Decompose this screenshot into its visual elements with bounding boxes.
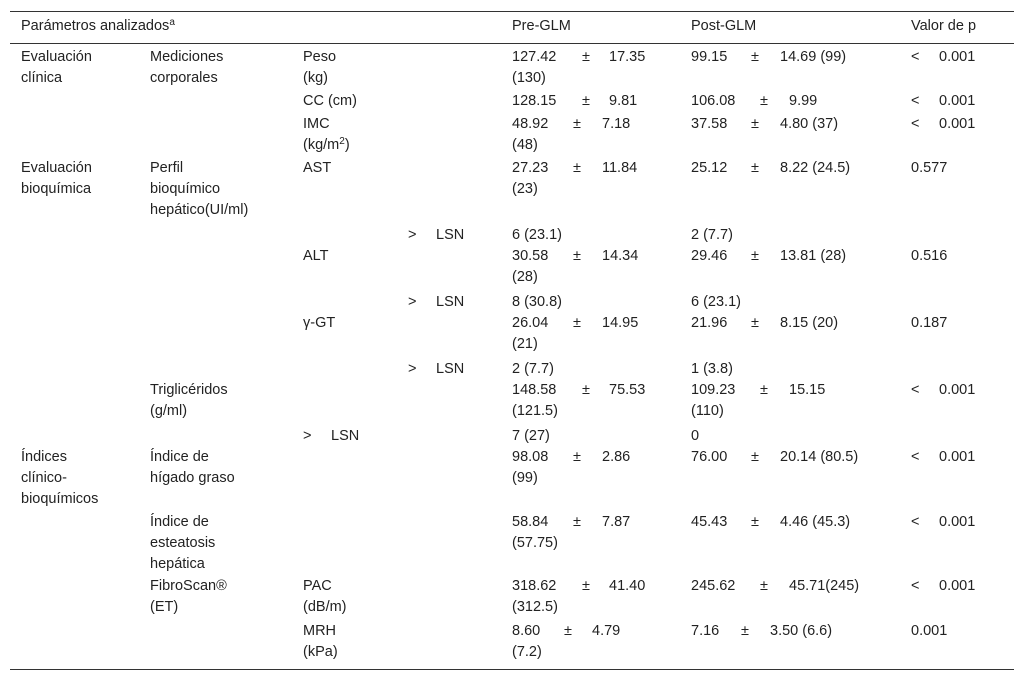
param-label: ALT [303, 248, 329, 264]
post-sd: 8.22 (24.5) [780, 160, 851, 176]
subgroup-label: Índice de [150, 514, 209, 530]
pre-mean: 27.23 [512, 160, 549, 176]
plus-minus: ± [760, 382, 768, 398]
post-mean: 109.23 [691, 382, 736, 398]
pre-sd: 14.34 [602, 248, 639, 264]
plus-minus: ± [751, 248, 759, 264]
param-label: (kPa) [303, 644, 338, 660]
post-mean: 37.58 [691, 116, 728, 132]
table-header [10, 12, 1014, 44]
post-sd: 15.15 [789, 382, 826, 398]
pre-sd: 4.79 [592, 623, 621, 639]
subgroup-label: Triglicéridos [150, 382, 228, 398]
post-mean: 45.43 [691, 514, 728, 530]
plus-minus: ± [573, 449, 581, 465]
post-sd: 4.80 (37) [780, 116, 839, 132]
lsn-post: 6 (23.1) [691, 294, 741, 310]
subgroup-label: FibroScan® [150, 578, 227, 594]
plus-minus: ± [573, 248, 581, 264]
plus-minus: ± [582, 93, 590, 109]
pre-median: (99) [512, 470, 538, 486]
pre-mean: 30.58 [512, 248, 549, 264]
header-pvalue: Valor de p [911, 18, 977, 34]
p-value: 0.001 [939, 578, 976, 594]
post-mean: 29.46 [691, 248, 728, 264]
p-value: 0.001 [939, 449, 976, 465]
pre-sd: 75.53 [609, 382, 646, 398]
plus-minus: ± [573, 116, 581, 132]
plus-minus: ± [751, 514, 759, 530]
group-label: clínica [21, 70, 63, 86]
pre-sd: 2.86 [602, 449, 631, 465]
lsn-label: LSN [436, 227, 465, 243]
lsn-pre: 7 (27) [512, 428, 550, 444]
lsn-post: 2 (7.7) [691, 227, 733, 243]
pre-median: (21) [512, 336, 538, 352]
post-sd: 4.46 (45.3) [780, 514, 851, 530]
plus-minus: ± [760, 578, 768, 594]
lsn-post: 1 (3.8) [691, 361, 733, 377]
plus-minus: ± [760, 93, 768, 109]
param-label: IMC [303, 116, 330, 132]
p-value: 0.001 [939, 49, 976, 65]
pre-sd: 7.87 [602, 514, 631, 530]
plus-minus: ± [751, 315, 759, 331]
plus-minus: ± [751, 49, 759, 65]
subgroup-label: bioquímico [150, 181, 221, 197]
p-value: 0.001 [911, 623, 948, 639]
lsn-post: 0 [691, 428, 700, 444]
p-lt: < [911, 93, 920, 109]
pre-median: (121.5) [512, 403, 558, 419]
plus-minus: ± [741, 623, 749, 639]
pre-sd: 17.35 [609, 49, 646, 65]
plus-minus: ± [582, 382, 590, 398]
lsn-gt: > [408, 227, 417, 243]
p-value: 0.577 [911, 160, 948, 176]
param-label: Peso [303, 49, 337, 65]
lsn-gt: > [303, 428, 312, 444]
post-sd: 8.15 (20) [780, 315, 839, 331]
pre-mean: 58.84 [512, 514, 549, 530]
pre-mean: 127.42 [512, 49, 557, 65]
imc-unit-text: (kg/m [303, 137, 340, 153]
post-sd: 9.99 [789, 93, 818, 109]
subgroup-label: Índice de [150, 449, 209, 465]
pre-mean: 148.58 [512, 382, 557, 398]
pre-median: (48) [512, 137, 538, 153]
pre-sd: 14.95 [602, 315, 639, 331]
p-lt: < [911, 49, 920, 65]
group-label: bioquímica [21, 181, 92, 197]
pre-sd: 7.18 [602, 116, 631, 132]
pre-median: (312.5) [512, 599, 558, 615]
imc-unit-close: ) [344, 137, 350, 153]
pre-median: (7.2) [512, 644, 542, 660]
lsn-label: LSN [436, 361, 465, 377]
post-mean: 99.15 [691, 49, 728, 65]
plus-minus: ± [582, 49, 590, 65]
group-label: clínico- [21, 470, 67, 486]
post-mean: 7.16 [691, 623, 720, 639]
subgroup-label: hepático(UI/ml) [150, 202, 249, 218]
group-label: bioquímicos [21, 491, 99, 507]
lsn-gt: > [408, 294, 417, 310]
pre-mean: 318.62 [512, 578, 557, 594]
group-label: Índices [21, 449, 67, 465]
p-value: 0.516 [911, 248, 948, 264]
pre-sd: 11.84 [602, 160, 638, 176]
param-label: (kg) [303, 70, 328, 86]
group-label: Evaluación [21, 160, 92, 176]
results-table [10, 11, 1014, 670]
pre-mean: 48.92 [512, 116, 549, 132]
post-mean: 25.12 [691, 160, 728, 176]
lsn-label: LSN [331, 428, 360, 444]
header-footnote-mark: a [169, 17, 175, 28]
header-post: Post-GLM [691, 18, 757, 34]
header-parametros [21, 16, 175, 37]
pre-median: (23) [512, 181, 538, 197]
post-mean: 21.96 [691, 315, 728, 331]
subgroup-label: Perfil [150, 160, 184, 176]
pre-mean: 26.04 [512, 315, 549, 331]
p-value: 0.001 [939, 116, 976, 132]
post-sd: 13.81 (28) [780, 248, 847, 264]
param-label: PAC [303, 578, 332, 594]
lsn-pre: 6 (23.1) [512, 227, 562, 243]
param-label [303, 135, 350, 156]
lsn-pre: 2 (7.7) [512, 361, 554, 377]
header-pre: Pre-GLM [512, 18, 571, 34]
header-parametros-text: Parámetros analizados [21, 18, 170, 34]
p-lt: < [911, 382, 920, 398]
pre-median: (28) [512, 269, 538, 285]
pre-mean: 8.60 [512, 623, 541, 639]
group-label: Evaluación [21, 49, 92, 65]
plus-minus: ± [751, 116, 759, 132]
subgroup-label: esteatosis [150, 535, 216, 551]
p-lt: < [911, 116, 920, 132]
lsn-pre: 8 (30.8) [512, 294, 562, 310]
pre-median: (130) [512, 70, 546, 86]
pre-mean: 128.15 [512, 93, 557, 109]
plus-minus: ± [751, 160, 759, 176]
subgroup-label: corporales [150, 70, 218, 86]
post-sd: 20.14 (80.5) [780, 449, 859, 465]
post-sd: 14.69 (99) [780, 49, 847, 65]
post-mean: 106.08 [691, 93, 736, 109]
pre-mean: 98.08 [512, 449, 549, 465]
p-value: 0.001 [939, 514, 976, 530]
subgroup-label: (ET) [150, 599, 179, 615]
subgroup-label: hígado graso [150, 470, 235, 486]
plus-minus: ± [573, 160, 581, 176]
param-label: γ-GT [303, 315, 336, 331]
p-value: 0.001 [939, 93, 976, 109]
p-value: 0.187 [911, 315, 948, 331]
imc-unit-exponent: 2 [339, 136, 345, 147]
param-label: MRH [303, 623, 337, 639]
plus-minus: ± [573, 315, 581, 331]
post-mean: 76.00 [691, 449, 728, 465]
subgroup-label: Mediciones [150, 49, 224, 65]
post-sd: 45.71(245) [789, 578, 860, 594]
plus-minus: ± [751, 449, 759, 465]
lsn-label: LSN [436, 294, 465, 310]
post-sd: 3.50 (6.6) [770, 623, 833, 639]
post-mean: 245.62 [691, 578, 736, 594]
post-median: (110) [691, 403, 724, 419]
pre-median: (57.75) [512, 535, 558, 551]
plus-minus: ± [582, 578, 590, 594]
pre-sd: 41.40 [609, 578, 646, 594]
p-lt: < [911, 514, 920, 530]
param-label: AST [303, 160, 332, 176]
pre-sd: 9.81 [609, 93, 638, 109]
plus-minus: ± [573, 514, 581, 530]
param-label: CC (cm) [303, 93, 357, 109]
p-lt: < [911, 578, 920, 594]
subgroup-label: hepática [150, 556, 205, 572]
lsn-gt: > [408, 361, 417, 377]
param-label: (dB/m) [303, 599, 347, 615]
plus-minus: ± [564, 623, 572, 639]
p-value: 0.001 [939, 382, 976, 398]
p-lt: < [911, 449, 920, 465]
subgroup-label: (g/ml) [150, 403, 188, 419]
